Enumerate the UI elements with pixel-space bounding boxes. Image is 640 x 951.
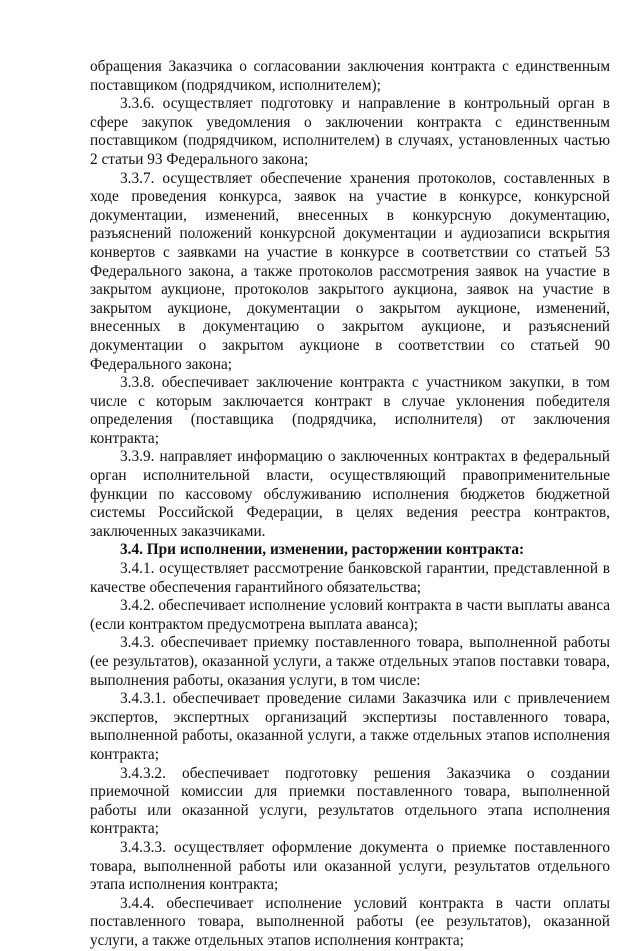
paragraph-3-3-8: 3.3.8. обеспечивает заключение контракта с участником закупки, в том числе с которым заключается контракт в случае уклонения победителя определения (поставщика (подрядчика, исполнителя) от заключения контракта; [90, 374, 610, 447]
paragraph-3-4-3: 3.4.3. обеспечивает приемку поставленного товара, выполненной работы (ее результатов), оказанной услуги, а также отдельных этапов поставки товара, выполнения работы, оказания услуги, в том числе: [90, 634, 610, 689]
paragraph-3-3-6: 3.3.6. осуществляет подготовку и направление в контрольный орган в сфере закупок уведомления о заключении контракта с единственным поставщиком (подрядчиком, исполнителем) в случаях, установленных частью 2 статьи 93 Федерального закона; [90, 95, 610, 168]
paragraph-3-4-2: 3.4.2. обеспечивает исполнение условий контракта в части выплаты аванса (если контрактом предусмотрена выплата аванса); [90, 597, 610, 633]
paragraph-continuation: обращения Заказчика о согласовании заключения контракта с единственным поставщиком (подрядчиком, исполнителем); [90, 58, 610, 94]
paragraph-3-3-9: 3.3.9. направляет информацию о заключенных контрактах в федеральный орган исполнительной власти, осуществляющий правоприменительные функции по кассовому обслуживанию исполнения бюджетов бюджетной системы Российской Федерации, в целях ведения реестра контрактов, заключенных заказчиками. [90, 448, 610, 540]
paragraph-3-3-7: 3.3.7. осуществляет обеспечение хранения протоколов, составленных в ходе проведения конкурса, заявок на участие в конкурсе, конкурсной документации, изменений, внесенных в конкурсную документацию, разъяснений положений конкурсной документации и аудиозаписи вскрытия конвертов с заявками на участие в конкурсе в соответствии со статьей 53 Федерального закона, а также протоколов рассмотрения заявок на участие в закрытом аукционе, протоколов закрытого аукциона, заявок на участие в закрытом аукционе, документации о закрытом аукционе, изменений, внесенных в документацию о закрытом аукционе, и разъяснений документации о закрытом аукционе в соответствии со статьей 90 Федерального закона; [90, 169, 610, 373]
paragraph-3-4-1: 3.4.1. осуществляет рассмотрение банковской гарантии, представленной в качестве обеспечения гарантийного обязательства; [90, 560, 610, 596]
paragraph-3-4-4: 3.4.4. обеспечивает исполнение условий контракта в части оплаты поставленного товара, выполненной работы (ее результатов), оказанной услуги, а также отдельных этапов исполнения контракта; [90, 894, 610, 949]
paragraph-3-4-3-3: 3.4.3.3. осуществляет оформление документа о приемке поставленного товара, выполненной работы или оказанной услуги, результатов отдельного этапа исполнения контракта; [90, 838, 610, 894]
paragraph-3-4-3-1: 3.4.3.1. обеспечивает проведение силами Заказчика или с привлечением экспертов, экспертных организаций экспертизы поставленного товара, выполненной работы, оказанной услуги, а также отдельных этапов исполнения контракта; [90, 690, 610, 763]
paragraph-3-4-3-2: 3.4.3.2. обеспечивает подготовку решения Заказчика о создании приемочной комиссии для приемки поставленного товара, выполненной работы или оказанной услуги, результатов отдельного этапа исполнения контракта; [90, 764, 610, 838]
section-heading-3-4: 3.4. При исполнении, изменении, расторжении контракта: [120, 541, 525, 559]
document-page [90, 58, 610, 951]
